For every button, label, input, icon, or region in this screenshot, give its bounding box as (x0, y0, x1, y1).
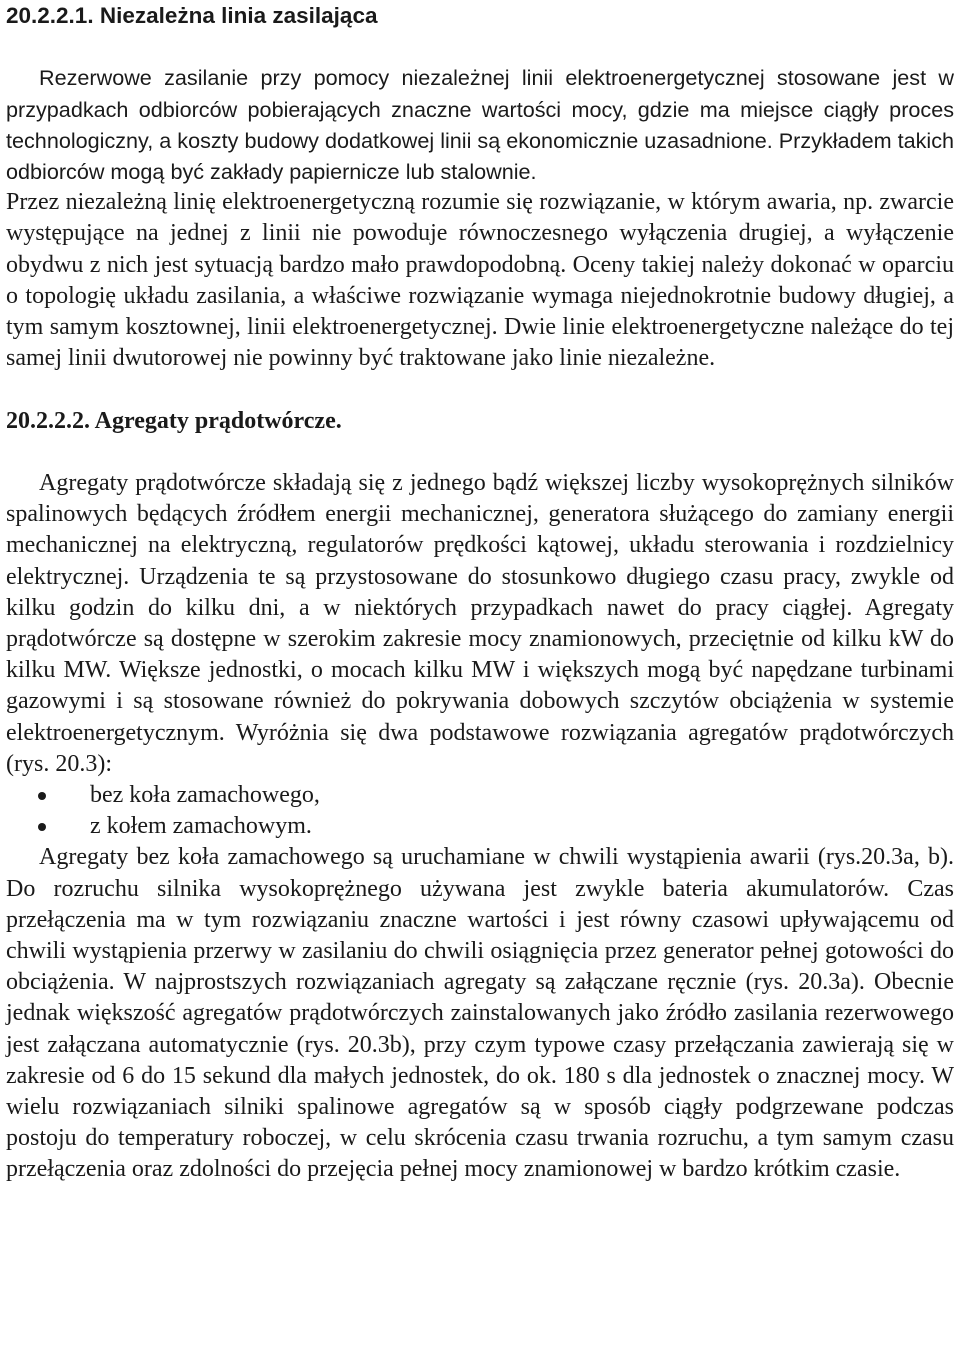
paragraph-generators-without-flywheel: Agregaty bez koła zamachowego są uruchamiane w chwili wystąpienia awarii (rys.20.3a, b). Do rozruchu silnika wysokoprężnego używana jest zwykle bateria akumulatorów. Czas przełączenia ma w tym rozwiązaniu znaczne wartości i jest równy czasowi upływającemu od chwili wystąpienia przerwy w zasilaniu do chwili osiągnięcia przez generator pełnej gotowości do obciążenia. W najprostszych rozwiązaniach agregaty są załączane ręcznie (rys. 20.3a). Obecnie jednak większość agregatów prądotwórczych zainstalowanych jako źródło zasilania rezerwowego jest załączana automatycznie (rys. 20.3b), przy czym typowe czasy przełączania zawierają się w zakresie od 6 do 15 sekund dla małych jednostek, do ok. 180 s dla jednostek o znacznej mocy. W wielu rozwiązaniach silniki spalinowe agregatów są w sposób ciągły podgrzewane podczas postoju do temperatury roboczej, w celu skrócenia czasu trwania rozruchu, a tym samym czasu przełączenia oraz zdolności do przejęcia pełnej mocy znamionowej w bardzo krótkim czasie. (6, 844, 954, 1183)
bullet-icon (38, 823, 46, 831)
paragraph-independent-line-intro: Rezerwowe zasilanie przy pomocy niezależnej linii elektroenergetycznej stosowane jest w przypadkach odbiorców pobierających znaczne wartości mocy, gdzie ma miejsce ciągły proces technologiczny, a koszty budowy dodatkowej linii są ekonomicznie uzasadnione. Przykładem takich odbiorców mogą być zakłady papiernicze lub stalownie. (6, 65, 954, 184)
list-item (6, 780, 954, 811)
generator-types-list (6, 780, 954, 842)
section-heading-independent-line: 20.2.2.1. Niezależna linia zasilająca (6, 3, 378, 28)
bullet-icon (38, 792, 46, 800)
spacer (6, 437, 954, 468)
list-item-text: bez koła zamachowego, (90, 782, 320, 809)
paragraph-independent-line-definition: Przez niezależną linię elektroenergetyczną rozumie się rozwiązanie, w którym awaria, np. zwarcie występujące na jednej z linii nie powoduje równoczesnego wyłączenia drugiej, a wyłączenie obydwu z nich jest sytuacją bardzo mało prawdopodobną. Oceny takiej należy dokonać w oparciu o topologię układu zasilania, a właściwe rozwiązanie wymaga niejednokrotnie budowy długiej, a tym samym kosztownej, linii elektroenergetycznej. Dwie linie elektroenergetyczne należące do tej samej linii dwutorowej nie powinny być traktowane jako linie niezależne. (6, 189, 954, 372)
list-item (6, 811, 954, 842)
section-heading-generators: 20.2.2.2. Agregaty prądotwórcze. (6, 407, 342, 434)
spacer (6, 31, 954, 62)
document-page (6, 0, 954, 1186)
list-item-text: z kołem zamachowym. (90, 813, 312, 840)
paragraph-generators-description: Agregaty prądotwórcze składają się z jednego bądź większej liczby wysokoprężnych silników spalinowych będących źródłem energii mechanicznej, generatora służącego do zamiany energii mechanicznej na elektryczną, regulatorów prędkości kątowej, układu sterowania i rozdzielnicy elektrycznej. Urządzenia te są przystosowane do stosunkowo długiego czasu pracy, zwykle od kilku godzin do kilku dni, a w niektórych przypadkach nawet do pracy ciągłej. Agregaty prądotwórcze są dostępne w szerokim zakresie mocy znamionowych, przeciętnie od kilku kW do kilku MW. Większe jednostki, o mocach kilku MW i większych mogą być napędzane turbinami gazowymi i są stosowane również do pokrywania dobowych szczytów obciążenia w systemie elektroenergetycznym. Wyróżnia się dwa podstawowe rozwiązania agregatów prądotwórczych (rys. 20.3): (6, 470, 954, 777)
spacer (6, 374, 954, 405)
